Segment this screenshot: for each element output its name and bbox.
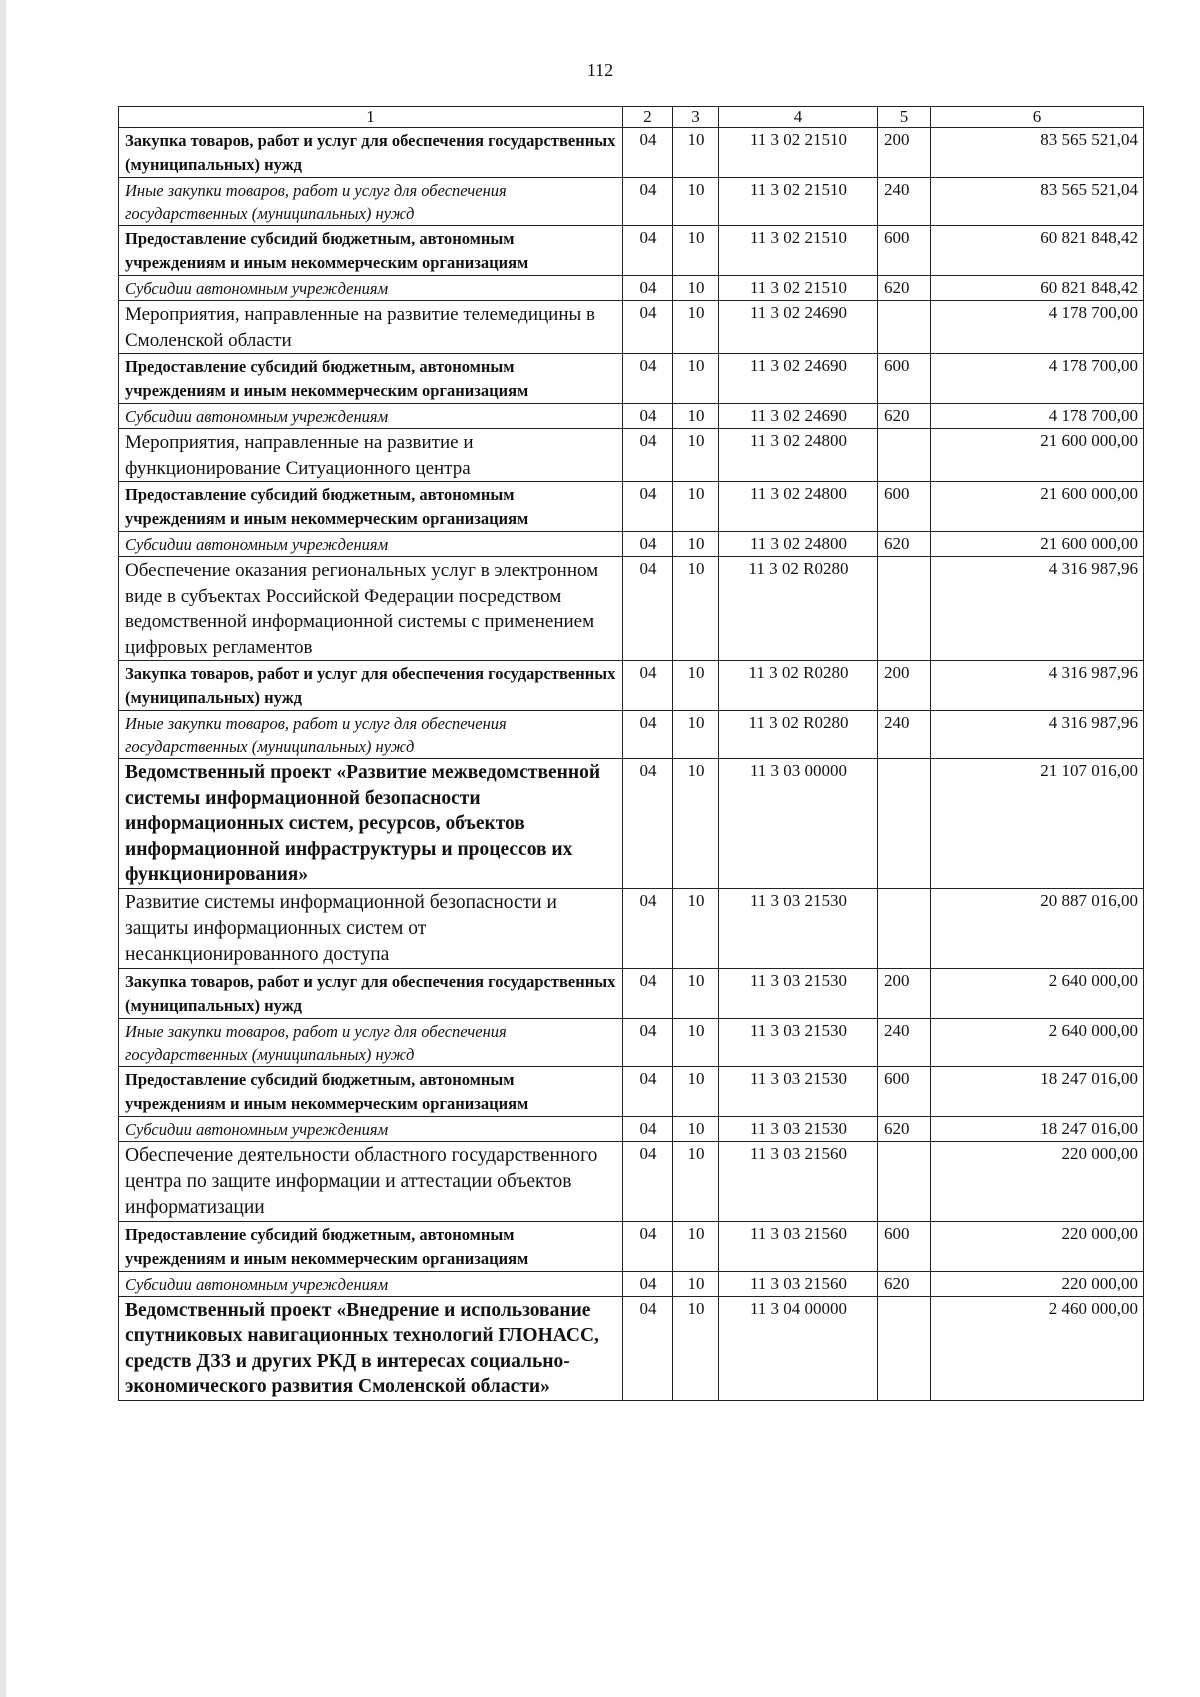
row-amount: 60 821 848,42	[931, 226, 1144, 276]
row-description: Иные закупки товаров, работ и услуг для обеспечения государственных (муниципальных) нужд	[119, 711, 623, 759]
row-target-article: 11 3 02 24800	[719, 482, 878, 532]
row-section: 04	[623, 661, 673, 711]
row-expense-type: 620	[878, 1271, 931, 1296]
row-description: Субсидии автономным учреждениям	[119, 532, 623, 557]
row-description: Закупка товаров, работ и услуг для обеспечения государственных (муниципальных) нужд	[119, 661, 623, 711]
table-row	[119, 1018, 1144, 1066]
row-description: Предоставление субсидий бюджетным, автономным учреждениям и иным некоммерческим организациям	[119, 1221, 623, 1271]
row-subsection: 10	[673, 711, 719, 759]
row-description: Обеспечение деятельности областного государственного центра по защите информации и аттестации объектов информатизации	[119, 1141, 623, 1221]
row-amount: 4 178 700,00	[931, 301, 1144, 354]
row-description: Субсидии автономным учреждениям	[119, 276, 623, 301]
row-amount: 2 640 000,00	[931, 1018, 1144, 1066]
row-subsection: 10	[673, 661, 719, 711]
row-target-article: 11 3 03 21530	[719, 1116, 878, 1141]
table-row	[119, 1066, 1144, 1116]
row-expense-type: 600	[878, 1066, 931, 1116]
table-row	[119, 711, 1144, 759]
row-section: 04	[623, 888, 673, 968]
row-description: Ведомственный проект «Развитие межведомственной системы информационной безопасности информационных систем, ресурсов, объектов информационной инфраструктуры и процессов их функционирования»	[119, 759, 623, 889]
row-target-article: 11 3 03 21530	[719, 888, 878, 968]
row-description: Предоставление субсидий бюджетным, автономным учреждениям и иным некоммерческим организациям	[119, 1066, 623, 1116]
table-row	[119, 354, 1144, 404]
row-target-article: 11 3 03 21530	[719, 1066, 878, 1116]
row-subsection: 10	[673, 1066, 719, 1116]
row-section: 04	[623, 1066, 673, 1116]
budget-table	[118, 106, 1144, 1401]
row-expense-type: 240	[878, 178, 931, 226]
row-target-article: 11 3 02 24800	[719, 429, 878, 482]
row-amount: 220 000,00	[931, 1271, 1144, 1296]
row-section: 04	[623, 128, 673, 178]
row-amount: 2 460 000,00	[931, 1296, 1144, 1400]
table-row	[119, 404, 1144, 429]
row-section: 04	[623, 711, 673, 759]
row-subsection: 10	[673, 354, 719, 404]
row-amount: 220 000,00	[931, 1141, 1144, 1221]
row-amount: 4 178 700,00	[931, 404, 1144, 429]
row-section: 04	[623, 226, 673, 276]
row-target-article: 11 3 03 21530	[719, 968, 878, 1018]
col-header-3: 3	[673, 107, 719, 128]
row-expense-type: 620	[878, 404, 931, 429]
row-section: 04	[623, 178, 673, 226]
row-section: 04	[623, 1221, 673, 1271]
row-amount: 20 887 016,00	[931, 888, 1144, 968]
row-expense-type: 600	[878, 482, 931, 532]
row-subsection: 10	[673, 1296, 719, 1400]
row-amount: 4 316 987,96	[931, 661, 1144, 711]
row-target-article: 11 3 02 R0280	[719, 557, 878, 661]
row-section: 04	[623, 557, 673, 661]
table-row	[119, 178, 1144, 226]
row-description: Иные закупки товаров, работ и услуг для обеспечения государственных (муниципальных) нужд	[119, 178, 623, 226]
row-expense-type: 620	[878, 276, 931, 301]
scan-edge	[0, 0, 6, 1697]
row-section: 04	[623, 482, 673, 532]
row-target-article: 11 3 04 00000	[719, 1296, 878, 1400]
row-amount: 21 107 016,00	[931, 759, 1144, 889]
row-description: Предоставление субсидий бюджетным, автономным учреждениям и иным некоммерческим организациям	[119, 354, 623, 404]
row-section: 04	[623, 1018, 673, 1066]
row-amount: 83 565 521,04	[931, 178, 1144, 226]
row-description: Субсидии автономным учреждениям	[119, 1116, 623, 1141]
row-expense-type	[878, 759, 931, 889]
row-subsection: 10	[673, 276, 719, 301]
row-description: Ведомственный проект «Внедрение и использование спутниковых навигационных технологий ГЛОНАСС, средств ДЗЗ и других РКД в интересах социально-экономического развития Смоленской области»	[119, 1296, 623, 1400]
row-description: Закупка товаров, работ и услуг для обеспечения государственных (муниципальных) нужд	[119, 128, 623, 178]
table-row	[119, 1141, 1144, 1221]
row-target-article: 11 3 03 21560	[719, 1221, 878, 1271]
table-row	[119, 661, 1144, 711]
row-amount: 4 316 987,96	[931, 557, 1144, 661]
row-expense-type	[878, 888, 931, 968]
row-subsection: 10	[673, 404, 719, 429]
table-row	[119, 1116, 1144, 1141]
row-description: Иные закупки товаров, работ и услуг для обеспечения государственных (муниципальных) нужд	[119, 1018, 623, 1066]
row-amount: 2 640 000,00	[931, 968, 1144, 1018]
row-description: Мероприятия, направленные на развитие телемедицины в Смоленской области	[119, 301, 623, 354]
row-description: Развитие системы информационной безопасности и защиты информационных систем от несанкционированного доступа	[119, 888, 623, 968]
row-description: Субсидии автономным учреждениям	[119, 1271, 623, 1296]
table-row	[119, 301, 1144, 354]
row-expense-type	[878, 557, 931, 661]
row-subsection: 10	[673, 301, 719, 354]
row-subsection: 10	[673, 429, 719, 482]
row-section: 04	[623, 1141, 673, 1221]
table-row	[119, 968, 1144, 1018]
row-target-article: 11 3 02 24690	[719, 354, 878, 404]
row-expense-type	[878, 429, 931, 482]
row-subsection: 10	[673, 178, 719, 226]
row-subsection: 10	[673, 532, 719, 557]
table-row	[119, 128, 1144, 178]
row-expense-type: 200	[878, 128, 931, 178]
table-row	[119, 532, 1144, 557]
header-row	[119, 107, 1144, 128]
row-expense-type: 620	[878, 532, 931, 557]
row-target-article: 11 3 02 R0280	[719, 661, 878, 711]
row-description: Предоставление субсидий бюджетным, автономным учреждениям и иным некоммерческим организациям	[119, 482, 623, 532]
row-subsection: 10	[673, 482, 719, 532]
row-expense-type: 200	[878, 968, 931, 1018]
row-subsection: 10	[673, 557, 719, 661]
row-section: 04	[623, 404, 673, 429]
row-amount: 83 565 521,04	[931, 128, 1144, 178]
row-subsection: 10	[673, 1141, 719, 1221]
row-section: 04	[623, 759, 673, 889]
row-subsection: 10	[673, 1116, 719, 1141]
row-target-article: 11 3 02 24800	[719, 532, 878, 557]
row-amount: 220 000,00	[931, 1221, 1144, 1271]
row-amount: 4 178 700,00	[931, 354, 1144, 404]
row-expense-type: 600	[878, 226, 931, 276]
row-target-article: 11 3 03 21560	[719, 1141, 878, 1221]
table-body	[119, 128, 1144, 1401]
table-row	[119, 429, 1144, 482]
row-expense-type: 600	[878, 354, 931, 404]
table-row	[119, 888, 1144, 968]
col-header-6: 6	[931, 107, 1144, 128]
row-description: Обеспечение оказания региональных услуг в электронном виде в субъектах Российской Федерации посредством ведомственной информационной системы с применением цифровых регламентов	[119, 557, 623, 661]
row-subsection: 10	[673, 1018, 719, 1066]
row-section: 04	[623, 968, 673, 1018]
row-section: 04	[623, 1116, 673, 1141]
table-row	[119, 557, 1144, 661]
row-subsection: 10	[673, 888, 719, 968]
table-row	[119, 276, 1144, 301]
row-description: Предоставление субсидий бюджетным, автономным учреждениям и иным некоммерческим организациям	[119, 226, 623, 276]
row-target-article: 11 3 02 24690	[719, 301, 878, 354]
table-row	[119, 1271, 1144, 1296]
row-subsection: 10	[673, 1271, 719, 1296]
table-row	[119, 1221, 1144, 1271]
row-expense-type	[878, 301, 931, 354]
table-row	[119, 1296, 1144, 1400]
row-target-article: 11 3 02 21510	[719, 178, 878, 226]
row-amount: 21 600 000,00	[931, 482, 1144, 532]
row-amount: 4 316 987,96	[931, 711, 1144, 759]
row-section: 04	[623, 1296, 673, 1400]
row-target-article: 11 3 02 21510	[719, 226, 878, 276]
page-number: 112	[586, 60, 614, 80]
row-section: 04	[623, 301, 673, 354]
row-amount: 21 600 000,00	[931, 429, 1144, 482]
table-row	[119, 226, 1144, 276]
row-subsection: 10	[673, 759, 719, 889]
row-target-article: 11 3 03 00000	[719, 759, 878, 889]
row-description: Субсидии автономным учреждениям	[119, 404, 623, 429]
row-section: 04	[623, 532, 673, 557]
row-amount: 18 247 016,00	[931, 1116, 1144, 1141]
row-subsection: 10	[673, 968, 719, 1018]
row-expense-type	[878, 1141, 931, 1221]
row-description: Закупка товаров, работ и услуг для обеспечения государственных (муниципальных) нужд	[119, 968, 623, 1018]
row-target-article: 11 3 02 21510	[719, 276, 878, 301]
row-amount: 18 247 016,00	[931, 1066, 1144, 1116]
col-header-2: 2	[623, 107, 673, 128]
row-target-article: 11 3 02 21510	[719, 128, 878, 178]
row-target-article: 11 3 03 21560	[719, 1271, 878, 1296]
row-expense-type: 240	[878, 711, 931, 759]
row-expense-type: 240	[878, 1018, 931, 1066]
row-target-article: 11 3 02 R0280	[719, 711, 878, 759]
row-section: 04	[623, 1271, 673, 1296]
row-target-article: 11 3 02 24690	[719, 404, 878, 429]
table-row	[119, 759, 1144, 889]
row-subsection: 10	[673, 226, 719, 276]
row-amount: 60 821 848,42	[931, 276, 1144, 301]
row-description: Мероприятия, направленные на развитие и функционирование Ситуационного центра	[119, 429, 623, 482]
row-target-article: 11 3 03 21530	[719, 1018, 878, 1066]
row-expense-type: 200	[878, 661, 931, 711]
col-header-4: 4	[719, 107, 878, 128]
row-amount: 21 600 000,00	[931, 532, 1144, 557]
row-section: 04	[623, 276, 673, 301]
row-section: 04	[623, 429, 673, 482]
row-subsection: 10	[673, 128, 719, 178]
row-expense-type: 620	[878, 1116, 931, 1141]
row-subsection: 10	[673, 1221, 719, 1271]
col-header-5: 5	[878, 107, 931, 128]
table-row	[119, 482, 1144, 532]
row-expense-type: 600	[878, 1221, 931, 1271]
row-expense-type	[878, 1296, 931, 1400]
col-header-1: 1	[119, 107, 623, 128]
row-section: 04	[623, 354, 673, 404]
